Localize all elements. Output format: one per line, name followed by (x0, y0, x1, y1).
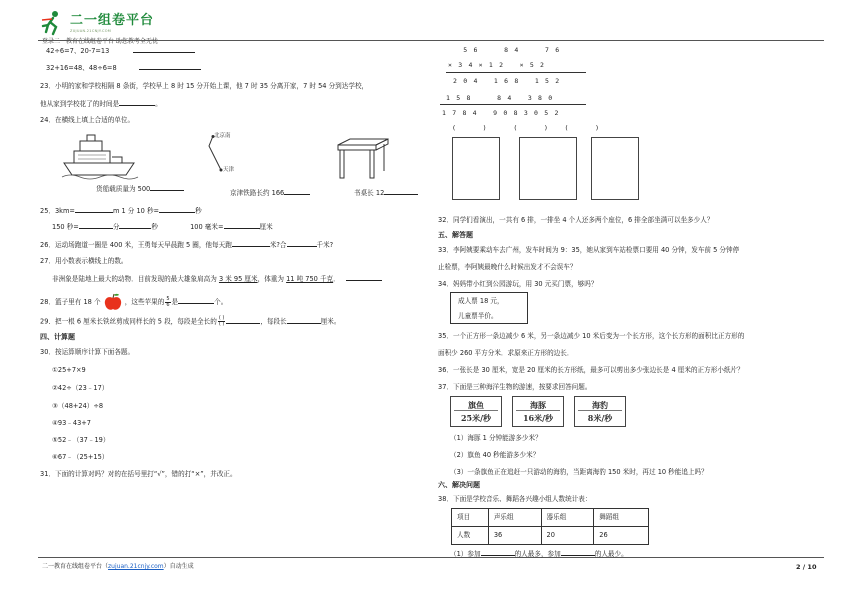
question-23: 23．小明的家和学校相隔 8 条街，学校早上 8 时 15 分开始上课，他 7 时 35 分离开家，7 时 54 分到达学校， (40, 82, 369, 90)
question-26: 26．运动场跑道一圈是 400 米，王勇每天早晨跑 5 圈，他每天跑 米?合 千米? (40, 241, 334, 249)
calc-item-2: ②42÷（23﹣17） (52, 384, 109, 392)
mult-row-1: 5 6 8 4 7 6 (453, 46, 561, 54)
table-header-cell: 器乐组 (541, 509, 594, 527)
footer-source: 二一教育在线组卷平台（zujuan.21cnjy.com）自动生成 (42, 563, 194, 570)
question-31: 31．下面的计算对吗？对的在括号里打“√”，错的打“×”，并改正。 (40, 470, 237, 478)
calc-item-6: ⑥67﹣（25+15） (52, 453, 109, 461)
answer-blank[interactable] (287, 240, 317, 247)
map-label-tianjin: 天津 (223, 167, 235, 173)
question-27-text: 非洲象是陆地上最大的动物．目前发现的最大雄象肩高为 3 米 95 厘米，体重为 11 吨 750 千克． (52, 274, 382, 284)
apple-icon (103, 293, 123, 311)
question-37: 37．下面是三种海洋生物的游速，按要求回答问题。 (438, 383, 592, 391)
answer-blank[interactable] (224, 222, 260, 229)
question-24: 24．在横线上填上合适的单位。 (40, 116, 135, 124)
question-29: 29．把一根 6 厘米长铁丝剪成同样长的 5 段，每段是全长的 $\frac{( )}{( )}$ ，每段长 厘米。 (40, 315, 341, 327)
interest-group-table (451, 508, 649, 545)
question-27: 27．用小数表示横线上的数。 (40, 257, 128, 265)
correction-box[interactable] (452, 137, 500, 200)
logo-title: 二一组卷平台 (70, 13, 155, 28)
speed-sign-seal: 海豹 8米/秒 (574, 396, 626, 427)
question-36: 36．一张长是 30 厘米，宽是 20 厘米的长方形纸，最多可以剪出多少张边长是 4 厘米的正方形小纸片？ (438, 366, 744, 374)
calc-item-4: ④93﹣43+7 (52, 419, 92, 427)
answer-blank[interactable] (287, 317, 321, 324)
answer-blank[interactable] (133, 46, 195, 53)
calc-item-1: ①25+7×9 (52, 366, 86, 374)
runner-logo-icon (40, 10, 64, 36)
table-row-label: 人数 (452, 527, 489, 545)
question-34: 34．妈妈带小红到公园游玩，用 30 元买门票，够吗？ (438, 280, 598, 288)
answer-blank[interactable] (226, 317, 260, 324)
question-24-ship: 货船载质量为 500 (96, 184, 184, 194)
logo (40, 10, 180, 36)
question-24-rail: 京津铁路长约 166 (230, 188, 310, 198)
mult-row-2: × 3 4 × 1 2 × 5 2 (448, 61, 546, 69)
table-header-cell: 声乐组 (488, 509, 541, 527)
answer-blank[interactable] (75, 206, 113, 213)
mult-row-5: 1 7 8 4 9 0 8 3 0 5 2 (442, 109, 560, 117)
answer-blank[interactable] (232, 240, 270, 247)
header-tagline: 登录二一教育在线组卷平台 助您教考全无忧 (42, 38, 158, 45)
answer-blank[interactable] (346, 274, 382, 281)
question-37-1: （1）海豚 1 分钟能游多少米？ (450, 434, 542, 442)
table-cell: 26 (594, 527, 649, 545)
question-28: 28．篮子里有 18 个 ，这些苹果的 $\frac{5}{6}$ 是 个。 (40, 293, 227, 311)
table-header-cell: 项目 (452, 509, 489, 527)
question-25-line2: 150 秒= 分 秒 100 毫米= 厘米 (52, 223, 273, 231)
section-heading-calc: 四、计算题 (40, 333, 75, 341)
answer-blank[interactable] (561, 549, 595, 556)
table-header-row (452, 509, 649, 527)
section-heading-answers: 五、解答题 (438, 231, 473, 239)
page-number: 2 / 10 (796, 563, 817, 571)
mult-row-6[interactable]: ( ) ( ) ( ) (452, 124, 601, 132)
question-25-line1: 25．3km= m 1 分 10 秒= 秒 (40, 207, 202, 215)
child-ticket-text: 儿童票半价。 (458, 312, 498, 320)
question-35-cont: 面积少 260 平方分米．求原来正方形的边长． (438, 349, 574, 357)
answer-blank[interactable] (150, 184, 184, 191)
calc-line-2: 32+16=48、48÷6=8 (46, 63, 201, 73)
fraction-blank[interactable]: $\frac{( )}{( )}$ (218, 315, 225, 327)
mult-row-3: 2 0 4 1 6 8 1 5 2 (453, 77, 561, 85)
footer-link[interactable]: zujuan.21cnjy.com (108, 563, 164, 570)
answer-blank[interactable] (119, 222, 151, 229)
question-35: 35．一个正方形一条边减少 6 米，另一条边减少 10 米后变为一个长方形，这个长方形的面积比正方形的 (438, 332, 745, 340)
cargo-ship-image (60, 133, 140, 181)
table-cell: 20 (541, 527, 594, 545)
question-23-cont: 他从家到学校花了的时间是 。 (40, 100, 162, 108)
ticket-price-box (450, 292, 528, 324)
table-header-cell: 舞蹈组 (594, 509, 649, 527)
table-cell: 36 (488, 527, 541, 545)
section-heading-problems: 六、解决问题 (438, 481, 480, 489)
calc-item-3: ③（48+24）÷8 (52, 402, 104, 410)
mult-rule (446, 72, 586, 73)
question-38-1: （1）参加 的人最多，参加 的人最少。 (450, 550, 628, 558)
question-24-desk: 书桌长 12 (354, 188, 418, 198)
answer-blank[interactable] (481, 549, 515, 556)
adult-ticket-text: 成人票 18 元， (458, 297, 504, 305)
mult-row-4: 1 5 8 8 4 3 8 0 (446, 94, 554, 102)
answer-blank[interactable] (159, 206, 195, 213)
question-33: 33．李阿姨要乘动车去广州，发车时间为 9：35，她从家到车站检票口要用 40 分钟，发车前 5 分钟停 (438, 246, 740, 254)
fraction-five-sixths: $\frac{5}{6}$ (166, 295, 170, 308)
speed-sign-dolphin: 海豚 16米/秒 (512, 396, 564, 427)
desk-image (332, 137, 392, 181)
table-row (452, 527, 649, 545)
question-33-cont: 止检票，李阿姨最晚什么时候出发才不会误车？ (438, 263, 577, 271)
question-30: 30．按运算顺序计算下面各题。 (40, 348, 135, 356)
question-38: 38．下面是学校音乐、舞蹈各兴趣小组人数统计表： (438, 495, 592, 503)
answer-blank[interactable] (284, 188, 310, 195)
answer-blank[interactable] (79, 222, 113, 229)
correction-box[interactable] (591, 137, 639, 200)
answer-blank[interactable] (119, 99, 155, 106)
question-32: 32．同学们看演出，一共有 6 排，一排坐 4 个人还多两个座位，6 排全部坐满可以坐多少人？ (438, 216, 714, 224)
question-37-2: （2）旗鱼 40 秒能游多少米？ (450, 451, 540, 459)
speed-sign-sailfish: 旗鱼 25米/秒 (450, 396, 502, 427)
answer-blank[interactable] (384, 188, 418, 195)
map-label-beijing-south: 北京南 (214, 133, 231, 139)
answer-blank[interactable] (178, 297, 214, 304)
logo-subtitle: ZUJUAN.21CNJY.COM (70, 29, 112, 33)
footer-rule (38, 557, 824, 558)
answer-blank[interactable] (139, 63, 201, 70)
header-rule (38, 40, 824, 41)
question-37-3: （3）一条旗鱼正在追赶一只游动的海豹，当距离海豹 150 米时，再过 10 秒能追上吗？ (450, 468, 708, 476)
calc-item-5: ⑤52﹣（37﹣19） (52, 436, 110, 444)
mult-rule (440, 104, 586, 105)
calc-line-1: 42÷6=7、20-7=13 (46, 46, 195, 56)
correction-box[interactable] (519, 137, 577, 200)
